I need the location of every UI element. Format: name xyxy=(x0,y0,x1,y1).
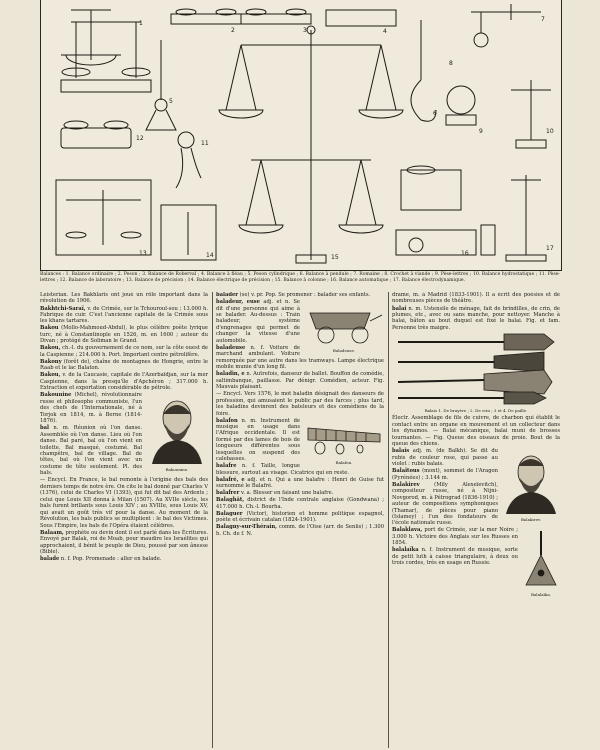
balakirev-portrait xyxy=(502,450,560,523)
entry-text: port de Crimée, sur la mer Noire ; 3.000 h. Victoire des Anglais sur les Russes en 1854. xyxy=(392,527,518,547)
plate-number-10: 10 xyxy=(546,128,554,135)
entry-headword: Balaam, xyxy=(40,529,64,536)
entry-text: (Mily Alexeïevitch), compositeur russe, né à Nijni-Novgorod, m. à Pétrograd (1836-1910) ; auteur de compositions symphoniques (Thamar), de pièces pour piano (Islamey) ; l'un des fondateurs de l'école nationale russe. xyxy=(392,481,499,527)
entry-headword: Balaguer xyxy=(216,510,243,517)
plate-number-15: 15 xyxy=(331,254,339,261)
entry-text: (Victor), historien et homme politique espagnol, poète et écrivain catalan (1824-1901). xyxy=(216,510,384,524)
entry-text: v. a. Blesser en faisant une balafre. xyxy=(240,490,334,497)
entry-text: v. de la Caucasie, capitale de l'Azerbaïdjan, sur la mer Caspienne, dans la presqu'île d'Apchéron ; 317.000 h. Extraction et exportation considérable de pétrole. xyxy=(40,372,208,392)
entry-headword: balader xyxy=(216,292,238,298)
entry xyxy=(40,556,208,562)
entry-text: Électr. Assemblage de fils de cuivre, de charbon qui établit le contact entre un organe en mouvement et un collecteur dans les dynamos. — Balai mécanique, balai muni de brosses tournantes. — Fig. Queue des oiseaux de proie. Bout de la queue des chiens. xyxy=(392,415,560,448)
plate-number-16: 16 xyxy=(461,250,469,257)
entry-text: n. m. Instrument de musique en usage dans l'Afrique occidentale. Il est formé par des lames de bois de longueurs différentes sous lesquelles on suspend des calebasses. xyxy=(216,417,300,463)
figure-caption: Balafon. xyxy=(335,460,353,466)
entry-text: n. Autrefois, danseur de ballet. Bouffon de comédie, saltimbanque, paillasse. Par dénigr. Comédien, acteur. Fig. Mauvais plaisant. xyxy=(216,371,384,391)
entry xyxy=(216,511,384,524)
balalaika-image xyxy=(522,529,560,589)
entry-text: n. f. Instrument de musique, sorte de petit luth à caisse triangulaire, à deux ou trois cordes, très en usage en Russie. xyxy=(392,547,518,567)
entry-text: — Encycl. En France, le bal remonte à l'origine des bals des derniers temps de notre ère. On cite le bal donné par Charles V (1376), celui de Charles VI (1393), qui fut dit bal des Ardents ; celui que Louis XII donna à Milan (1507). Au XVIIe siècle, les bals furent brillants sous Louis XIV ; au XVIIIe, sous Louis XV, qui avait un goût très vif pour la danse. Au moment de la Révolution, les bals publics se multiplient : le bal des Victimes. Sous l'Empire, les bals de l'Opéra étaient célèbres. xyxy=(40,477,208,529)
entry-text: drame, m. à Madrid (1833-1901). Il a écrit des poésies et de nombreuses pièces de théâtre. xyxy=(392,292,560,305)
entry xyxy=(216,371,384,390)
entry-headword: balai xyxy=(392,305,407,312)
plate-number-6: 6 xyxy=(433,110,437,117)
plate-caption: Balances : 1. Balance ordinaire ; 2. Peson ; 3. Balance de Roberval ; 4. Balance à fléau ; 5. Peson cylindrique ; 6. Balance à pendule ; 7. Romaine ; 8. Crochet à viande ; 9. Pèse-lettres ; 10. Balance hydrostatique ; 11. Pèse-lettres ; 12. Balance de laboratoire ; 13. Balance de précision ; 14. Balance électrique de précision ; 15. Balance à colonne ; 16. Balance automatique ; 17. Balance électrodynamique. xyxy=(40,272,560,283)
entry xyxy=(392,306,560,332)
plate-number-13: 13 xyxy=(139,250,147,257)
balafon-image xyxy=(304,420,384,458)
column-3 xyxy=(392,292,560,748)
entry-text: n. m. Réunion où l'on danse. Assemblée où l'on danse. Lieu où l'on danse. Bal paré, bal où l'on vient en toilette. Bal masqué, costumé. Bal champêtre, bal de village. Bal de têtes, bal où l'on vient avec un costume de tête seulement. Pl. des bals. xyxy=(40,425,143,477)
entry-headword: balafre xyxy=(216,463,237,470)
entry xyxy=(216,299,384,353)
entry-text: n. m. Ustensile de ménage, fait de brindilles, de crin, de plumes, etc., avec ou sans manche, pour nettoyer. Manche à balai, bâton au bout duquel est fixé le balai. Fig. et fam. Personne très maigre. xyxy=(392,305,560,331)
plate-number-4: 4 xyxy=(383,28,387,35)
entry xyxy=(40,359,208,372)
entry-text: (Mollo-Mahmoud-Abdul), le plus célèbre poète lyrique turc, né à Constantinople en 1526, m. en 1600 ; auteur du Divan ; protégé de Soliman le Grand. xyxy=(40,325,208,345)
balances-plate xyxy=(40,0,562,271)
balais-image xyxy=(394,332,558,406)
entry-text: comm. de l'Oise (arr. de Senlis) ; 1.300 h. Ch. de f. N. xyxy=(216,524,384,537)
entry xyxy=(40,292,208,305)
plate-number-3: 3 xyxy=(303,27,307,34)
plate-number-12: 12 xyxy=(136,135,144,142)
plate-number-11: 11 xyxy=(201,140,209,147)
entry xyxy=(40,325,208,344)
balakirev-portrait-image xyxy=(502,450,560,514)
entry-text: adj. et n. Se dit d'une personne qui aime à se balader. Au-dessus : Train baladeur, système d'engrenages qui permet de changer la vitesse d'une automobile. xyxy=(216,299,300,344)
entry-headword: balais xyxy=(392,448,410,455)
column-2 xyxy=(216,292,384,748)
entry xyxy=(40,530,208,556)
entry-text: n. f. Taille, longue blessure, surtout au visage. Cicatrice qui en reste. xyxy=(216,463,349,476)
entry-text: (se) v. pr. Pop. Se promener : balader ses enfants. xyxy=(239,292,371,298)
entry-headword: balalaïka xyxy=(392,547,419,554)
plate-number-9: 9 xyxy=(479,128,483,135)
entry-text: n. f. Voiture de marchand ambulant. Voiture remorquée par une autre dans les tramways. Lampe électrique mobile munie d'un long fil. xyxy=(216,344,384,371)
entry-text: ch.-l. du gouvernement de ce nom, sur la côte ouest de la Caspienne ; 214.000 h. Port. Important centre pétrolifère. xyxy=(40,345,208,358)
entry xyxy=(216,417,384,466)
plate-number-5: 5 xyxy=(169,98,173,105)
entry xyxy=(216,497,384,510)
entry xyxy=(216,391,384,417)
dictionary-columns xyxy=(40,292,560,748)
entry-text: (forêt de), chaîne de montagnes de Hongrie, entre le Raab et le lac Balaton. xyxy=(40,358,208,372)
baladeuse-image xyxy=(304,301,384,345)
plate-number-14: 14 xyxy=(206,252,214,259)
entry xyxy=(392,332,560,415)
entry-text: v. de Crimée, sur le Tchouroul-sou ; 13.000 h. Fabrique de cuir. C'est l'ancienne capitale de la Crimée sous les khans tartares. xyxy=(40,305,208,325)
entry xyxy=(216,477,384,490)
entry xyxy=(216,292,384,298)
entry xyxy=(40,345,208,358)
entry-text: adj. m. (de Balkh). Se dit du rubis de couleur rose, qui passe au violet : rubis balais. xyxy=(392,448,498,468)
figure-caption: Baladeuse. xyxy=(332,347,356,353)
entry xyxy=(40,372,208,391)
baladeuse-figure xyxy=(304,301,384,354)
entry-headword: Balaklava, xyxy=(392,527,423,534)
balafon-figure xyxy=(304,420,384,467)
entry-headword: Bakou xyxy=(40,325,59,332)
plate-number-1: 1 xyxy=(139,20,143,27)
entry-headword: Bakou, xyxy=(40,345,61,352)
entry-text: Leisterian. Les Bakhlaris ont joué un rôle important dans la révolution de 1906. xyxy=(40,292,208,305)
entry xyxy=(392,292,560,305)
entry-headword: balafon xyxy=(216,417,238,424)
bakounine-portrait xyxy=(146,394,208,473)
entry-headword: Balakirev xyxy=(392,481,420,488)
plate-number-2: 2 xyxy=(231,27,235,34)
bakounine-portrait-image xyxy=(146,394,208,464)
entry-headword: Bakhtchi-Saraï, xyxy=(40,305,86,312)
column-1 xyxy=(40,292,208,748)
entry-headword: bal xyxy=(40,425,49,432)
balances-illustration xyxy=(41,0,561,270)
figure-caption: Balais 1. De bruyère ; 2. De crin ; 3 et 4. De paille. xyxy=(424,408,528,414)
entry-text: n. f. Pop. Promenade : aller en balade. xyxy=(60,556,162,563)
entry-headword: Bakou, xyxy=(40,372,61,379)
entry-headword: balade xyxy=(40,556,60,563)
entry-headword: Balagny-sur-Thérain, xyxy=(216,524,277,531)
entry-text: adj. et n. Qui a une balafre : Henri de Guise fut surnommé le Balafré. xyxy=(216,476,384,490)
entry xyxy=(40,477,208,529)
entry-headword: Balaïtous xyxy=(392,468,420,475)
figure-caption: Bakounine. xyxy=(165,466,189,472)
entry-headword: Bakony xyxy=(40,358,62,365)
entry-headword: Balaghât, xyxy=(216,497,245,504)
entry-headword: balafrer xyxy=(216,490,240,497)
entry-headword: Bakounine xyxy=(40,392,72,399)
entry xyxy=(40,306,208,325)
plate-number-8: 8 xyxy=(449,60,453,67)
plate-number-7: 7 xyxy=(541,16,545,23)
figure-caption: Balakirev. xyxy=(520,516,542,522)
plate-number-17: 17 xyxy=(546,245,554,252)
figure-caption: Balalaïka. xyxy=(530,591,551,597)
entry-headword: balafré, e xyxy=(216,476,245,483)
entry-headword: baladeuse xyxy=(216,344,246,351)
entry xyxy=(216,490,384,496)
entry-text: prophète ou devin dont il est parlé dans les Écritures. Envoyé par Balak, roi de Moab, pour maudire les Israélites qui approchaient, il bénit le peuple de Dieu, poussé par son ânesse (Bible). xyxy=(40,529,208,556)
entry-text: district de l'Inde centrale anglaise (Gondwana) ; 417.000 h. Ch.-l. Bourha. xyxy=(216,497,384,510)
entry-text: (Michel), révolutionnaire russe et philosophe communiste, l'un des chefs de l'Internationale, né à Torjok en 1814, m. à Berne (1814-1876). xyxy=(40,392,143,425)
entry xyxy=(392,415,560,447)
entry-headword: baladin, e xyxy=(216,371,245,378)
entry-text: — Encycl. Vers 1576, le mot baladin désignait des danseurs de profession, qui amusaient le public par des farces ; plus tard, les baladins devinrent des bateleurs et des comédiens de la foire. xyxy=(216,391,384,417)
entry xyxy=(216,524,384,537)
entry-text: (mont), sommet de l'Aragon (Pyrénées) ; 3.144 m. xyxy=(392,468,498,481)
balalaika-figure xyxy=(522,529,560,598)
entry-headword: baladeur, euse xyxy=(216,299,261,306)
